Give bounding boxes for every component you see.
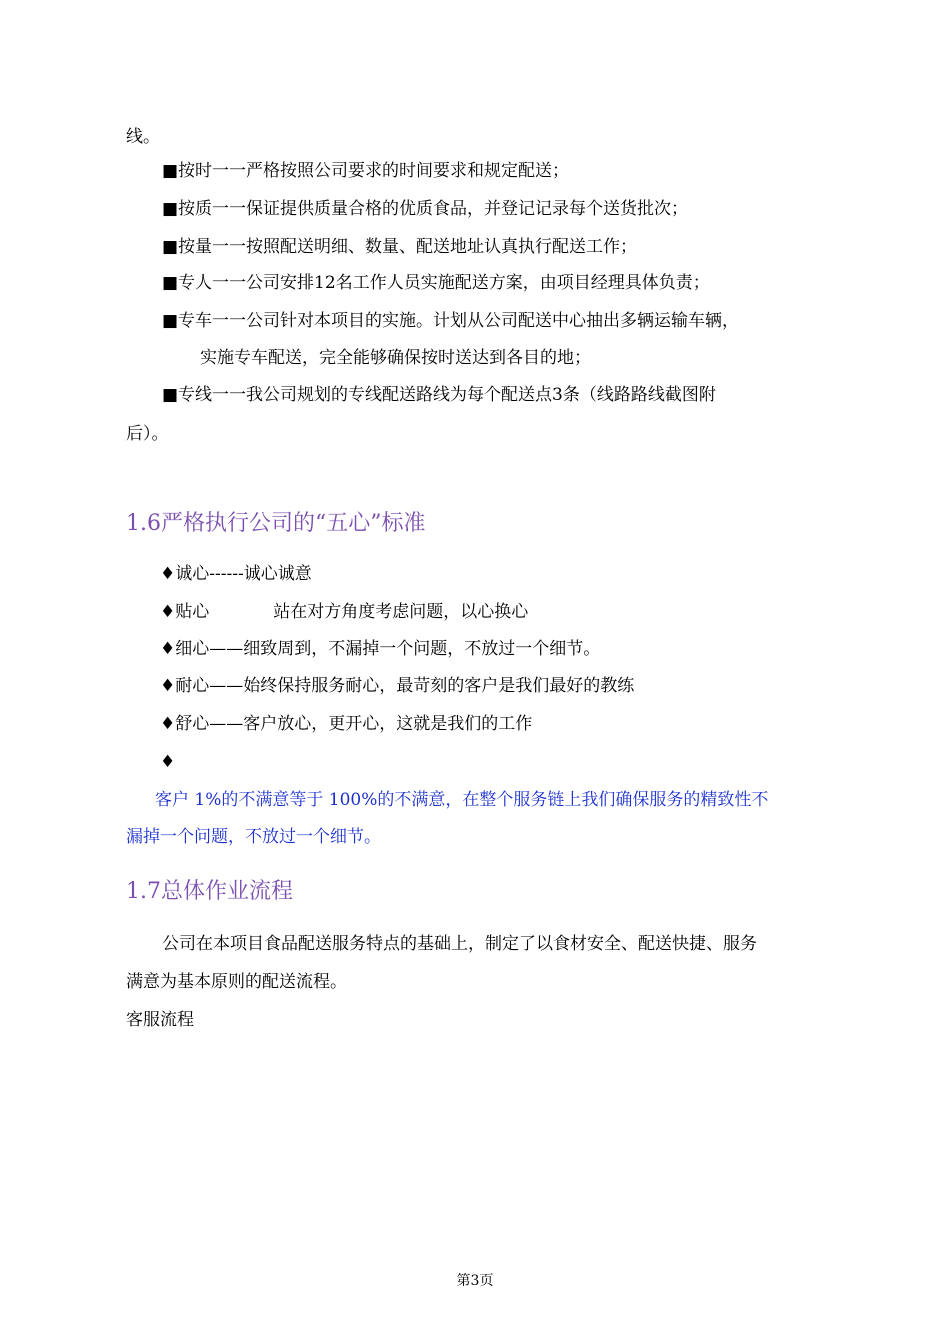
list-item (160, 601, 528, 623)
highlight-note: 客户 1%的不满意等于 100%的不满意，在整个服务链上我们确保服务的精致性不 (155, 790, 769, 810)
list-item: ■按时一一严格按照公司要求的时间要求和规定配送； (162, 161, 570, 181)
list-item-continuation: 实施专车配送，完全能够确保按时送达到各目的地； (200, 348, 591, 368)
page-number: 第3页 (456, 1273, 494, 1289)
list-item-label: ♦贴心 (160, 602, 210, 622)
sub-heading: 客服流程 (126, 1010, 194, 1030)
paragraph: 公司在本项目食品配送服务特点的基础上，制定了以食材安全、配送快捷、服务 (162, 934, 757, 954)
list-item: ■专人一一公司安排12名工作人员实施配送方案，由项目经理具体负责； (162, 273, 710, 293)
list-item: ♦耐心——始终保持服务耐心，最苛刻的客户是我们最好的教练 (160, 676, 635, 696)
list-item-text: 站在对方角度考虑问题，以心换心 (273, 602, 529, 622)
list-item: ♦细心——细致周到，不漏掉一个问题，不放过一个细节。 (160, 639, 601, 659)
list-item: ■按质一一保证提供质量合格的优质食品，并登记记录每个送货批次； (162, 199, 689, 219)
highlight-note: 漏掉一个问题，不放过一个细节。 (126, 827, 381, 847)
list-item: ■按量一一按照配送明细、数量、配送地址认真执行配送工作； (162, 237, 638, 257)
list-item: ♦诚心------诚心诚意 (160, 564, 312, 584)
section-heading: 1.7总体作业流程 (126, 879, 293, 904)
section-heading: 1.6严格执行公司的“五心”标准 (126, 511, 426, 536)
list-item: ■专线一一我公司规划的专线配送路线为每个配送点3条（线路路线截图附 (162, 385, 716, 405)
paragraph: 满意为基本原则的配送流程。 (126, 972, 347, 992)
list-item: ■专车一一公司针对本项目的实施。计划从公司配送中心抽出多辆运输车辆， (162, 311, 740, 331)
list-item: ♦ (160, 752, 176, 772)
list-item: ♦舒心——客户放心，更开心，这就是我们的工作 (160, 714, 533, 734)
list-item-continuation: 后）。 (126, 424, 169, 444)
paragraph-tail: 线。 (126, 127, 160, 147)
